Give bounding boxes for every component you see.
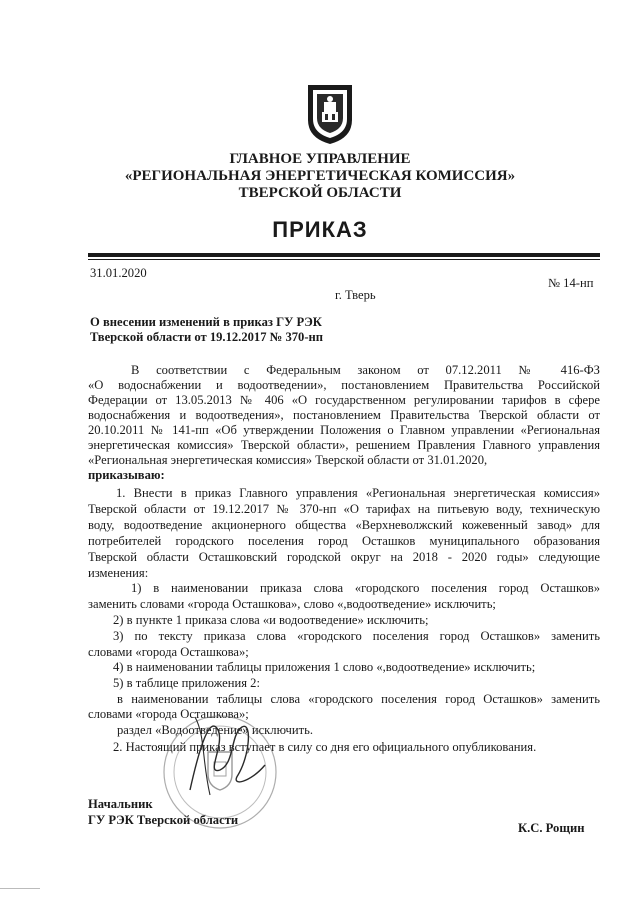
- sub-item-1-line: 1) в наименовании приказа слова «городского поселения город Осташков»: [131, 581, 600, 595]
- item-2: 2. Настоящий приказ вступает в силу со дня его официального опубликования.: [113, 740, 537, 754]
- sub-item-5-text-line: словами «города Осташкова»;: [88, 707, 249, 721]
- order-word: приказываю:: [88, 468, 165, 482]
- item-1-line: 1. Внести в приказ Главного управления «Региональная энергетическая комиссия»: [116, 486, 600, 500]
- header-rule-thin: [88, 259, 600, 260]
- document-number: № 14-нп: [548, 276, 594, 290]
- preamble-line: «О водоснабжении и водоотведении», постановлением Правительства Российской: [88, 378, 600, 392]
- document-type-title: ПРИКАЗ: [272, 217, 368, 242]
- preamble-line: Федерации от 13.05.2013 № 406 «О государственном регулировании тарифов в сфере: [88, 393, 600, 407]
- sub-item-2: 2) в пункте 1 приказа слова «и водоотведение» исключить;: [113, 613, 429, 627]
- preamble-line: 20.10.2011 № 141-пп «Об утверждении Положения о Главном управлении «Региональная: [88, 423, 600, 437]
- subject-line-2: Тверской области от 19.12.2017 № 370-нп: [90, 330, 324, 344]
- sub-item-1-line: заменить словами «города Осташкова», слово «,водоотведение» исключить;: [88, 597, 496, 611]
- subject-line-1: О внесении изменений в приказ ГУ РЭК: [90, 315, 322, 329]
- coat-of-arms-icon: [305, 82, 355, 146]
- sub-item-5-text-line: в наименовании таблицы слова «городского поселения город Осташков» заменить: [117, 692, 600, 706]
- header-line-1: ГЛАВНОЕ УПРАВЛЕНИЕ: [229, 151, 411, 167]
- document-date: 31.01.2020: [90, 266, 147, 280]
- preamble-line: энергетическая комиссия» Тверской области», решением Правления Главного управления: [88, 438, 600, 452]
- sub-item-5: 5) в таблице приложения 2:: [113, 676, 260, 690]
- preamble-line: водоснабжения и водоотведения», постановлением Правительства Тверской области от: [88, 408, 600, 422]
- item-1-line: потребителей городского поселения город Осташков муниципального образования: [88, 534, 600, 548]
- signatory-title-1: Начальник: [88, 797, 153, 811]
- signatory-title-2: ГУ РЭК Тверской области: [88, 813, 239, 827]
- document-city: г. Тверь: [335, 288, 376, 302]
- item-1-line: Тверской области Осташковский городской округ на 2018 - 2020 годы» следующие: [88, 550, 600, 564]
- sub-item-5-section: раздел «Водоотведение» исключить.: [117, 723, 313, 737]
- sub-item-4: 4) в наименовании таблицы приложения 1 слово «,водоотведение» исключить;: [113, 660, 536, 674]
- handwritten-signature-icon: [180, 705, 270, 805]
- preamble-line: В соответствии с Федеральным законом от 07.12.2011 № 416-ФЗ: [131, 363, 600, 377]
- sub-item-3-line: словами «города Осташкова»;: [88, 645, 249, 659]
- header-line-3: ТВЕРСКОЙ ОБЛАСТИ: [238, 185, 402, 201]
- header-line-2: «РЕГИОНАЛЬНАЯ ЭНЕРГЕТИЧЕСКАЯ КОМИССИЯ»: [124, 168, 516, 184]
- signatory-name: К.С. Рощин: [518, 821, 585, 835]
- header-rule-thick: [88, 253, 600, 257]
- scan-edge-mark: [0, 888, 40, 889]
- item-1-line: Тверской области от 19.12.2017 № 370-нп «О тарифах на питьевую воду, техническую: [88, 502, 600, 516]
- item-1-line: воду, водоотведение акционерного общества «Верхневолжский кожевенный завод» для: [88, 518, 600, 532]
- sub-item-3-line: 3) по тексту приказа слова «городского поселения город Осташков» заменить: [113, 629, 600, 643]
- preamble-line: «Региональная энергетическая комиссия» Тверской области от 31.01.2020,: [88, 453, 488, 467]
- item-1-line: изменения:: [88, 566, 149, 580]
